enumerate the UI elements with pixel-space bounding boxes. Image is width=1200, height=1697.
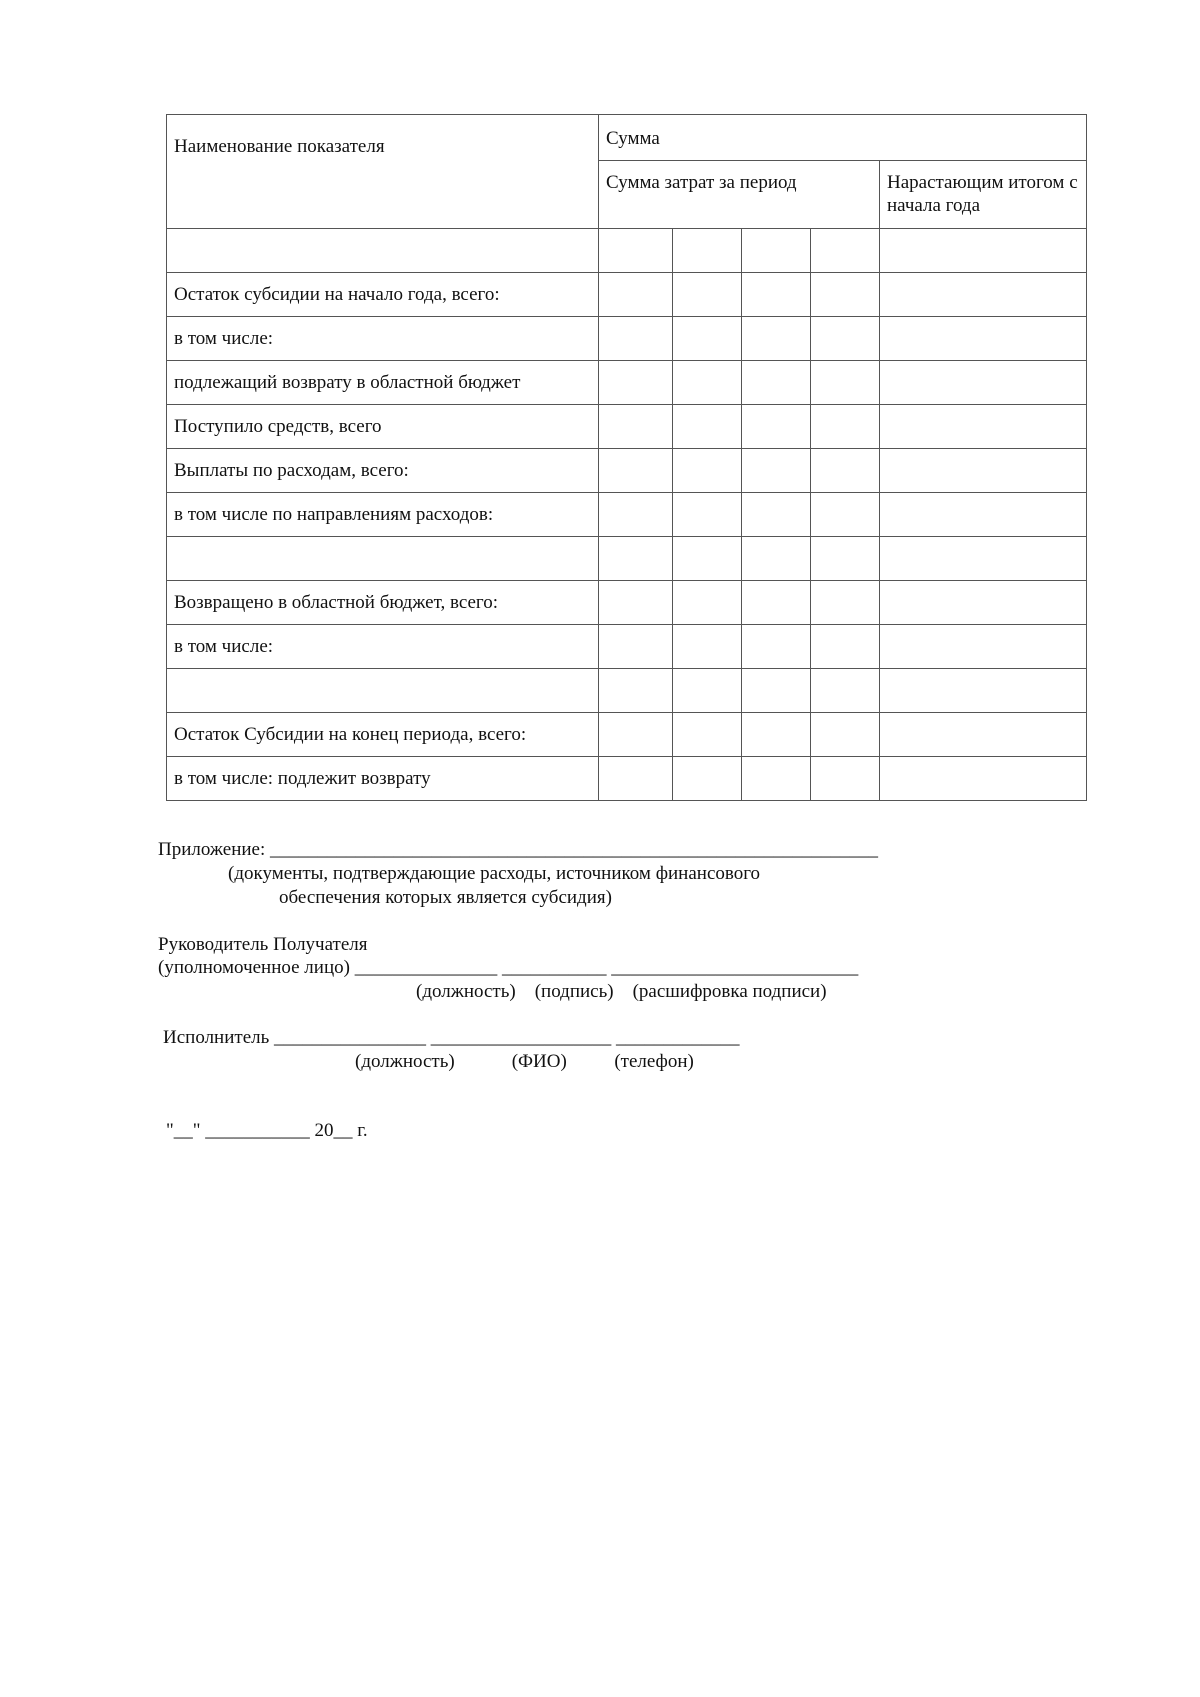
value-cell[interactable] <box>742 757 811 801</box>
value-cell[interactable] <box>673 361 742 405</box>
executor-line: Исполнитель ________________ ___________________ _____________ <box>163 1027 740 1048</box>
value-cell[interactable] <box>599 449 673 493</box>
table-row <box>167 669 1087 713</box>
value-cell[interactable] <box>811 537 880 581</box>
value-cell[interactable] <box>599 625 673 669</box>
cumulative-cell[interactable] <box>880 757 1087 801</box>
table-row <box>167 713 1087 757</box>
value-cell[interactable] <box>673 757 742 801</box>
row-label: в том числе: подлежит возврату <box>167 757 599 801</box>
value-cell[interactable] <box>673 493 742 537</box>
value-cell[interactable] <box>811 273 880 317</box>
row-label: в том числе: <box>167 625 599 669</box>
table-row <box>167 229 1087 273</box>
value-cell[interactable] <box>599 317 673 361</box>
head-signature-line: (уполномоченное лицо) _______________ ___________ __________________________ <box>158 957 859 978</box>
cumulative-cell[interactable] <box>880 405 1087 449</box>
value-cell[interactable] <box>742 713 811 757</box>
value-cell[interactable] <box>673 273 742 317</box>
header-indicator-name: Наименование показателя <box>167 115 599 229</box>
value-cell[interactable] <box>742 317 811 361</box>
value-cell[interactable] <box>673 669 742 713</box>
value-cell[interactable] <box>811 405 880 449</box>
row-label: Возвращено в областной бюджет, всего: <box>167 581 599 625</box>
table-row <box>167 449 1087 493</box>
value-cell[interactable] <box>673 581 742 625</box>
cumulative-cell[interactable] <box>880 273 1087 317</box>
value-cell[interactable] <box>811 625 880 669</box>
value-cell[interactable] <box>599 493 673 537</box>
cumulative-cell[interactable] <box>880 713 1087 757</box>
cumulative-cell[interactable] <box>880 493 1087 537</box>
value-cell[interactable] <box>811 757 880 801</box>
executor-captions: (должность) (ФИО) (телефон) <box>355 1051 694 1072</box>
cumulative-cell[interactable] <box>880 229 1087 273</box>
table-row <box>167 625 1087 669</box>
value-cell[interactable] <box>811 493 880 537</box>
table-row <box>167 405 1087 449</box>
value-cell[interactable] <box>742 449 811 493</box>
value-cell[interactable] <box>811 581 880 625</box>
value-cell[interactable] <box>742 625 811 669</box>
table-row <box>167 273 1087 317</box>
row-label: подлежащий возврату в областной бюджет <box>167 361 599 405</box>
appendix-note-line1: (документы, подтверждающие расходы, источником финансового <box>228 863 761 884</box>
row-label <box>167 537 599 581</box>
value-cell[interactable] <box>742 229 811 273</box>
header-cumulative: Нарастающим итогом с начала года <box>880 161 1087 229</box>
cumulative-cell[interactable] <box>880 581 1087 625</box>
value-cell[interactable] <box>599 229 673 273</box>
value-cell[interactable] <box>742 405 811 449</box>
cumulative-cell[interactable] <box>880 669 1087 713</box>
value-cell[interactable] <box>599 713 673 757</box>
value-cell[interactable] <box>742 273 811 317</box>
table-row <box>167 581 1087 625</box>
table-row <box>167 757 1087 801</box>
value-cell[interactable] <box>599 537 673 581</box>
header-sum: Сумма <box>599 115 1087 161</box>
value-cell[interactable] <box>673 229 742 273</box>
cumulative-cell[interactable] <box>880 537 1087 581</box>
value-cell[interactable] <box>599 581 673 625</box>
head-title: Руководитель Получателя <box>158 934 368 955</box>
value-cell[interactable] <box>742 537 811 581</box>
value-cell[interactable] <box>811 317 880 361</box>
value-cell[interactable] <box>599 757 673 801</box>
value-cell[interactable] <box>673 317 742 361</box>
value-cell[interactable] <box>811 229 880 273</box>
row-label: в том числе: <box>167 317 599 361</box>
cumulative-cell[interactable] <box>880 449 1087 493</box>
table-row <box>167 317 1087 361</box>
value-cell[interactable] <box>673 625 742 669</box>
row-label: в том числе по направлениям расходов: <box>167 493 599 537</box>
value-cell[interactable] <box>742 493 811 537</box>
value-cell[interactable] <box>599 405 673 449</box>
cumulative-cell[interactable] <box>880 625 1087 669</box>
value-cell[interactable] <box>742 581 811 625</box>
value-cell[interactable] <box>599 669 673 713</box>
value-cell[interactable] <box>811 669 880 713</box>
value-cell[interactable] <box>811 361 880 405</box>
value-cell[interactable] <box>673 405 742 449</box>
table-row <box>167 537 1087 581</box>
row-label: Остаток Субсидии на конец периода, всего: <box>167 713 599 757</box>
cumulative-cell[interactable] <box>880 361 1087 405</box>
table-row <box>167 361 1087 405</box>
header-period-costs: Сумма затрат за период <box>599 161 880 229</box>
date-line: "__" ___________ 20__ г. <box>166 1120 368 1141</box>
value-cell[interactable] <box>673 537 742 581</box>
appendix-note-line2: обеспечения которых является субсидия) <box>279 887 612 908</box>
row-label: Остаток субсидии на начало года, всего: <box>167 273 599 317</box>
cumulative-cell[interactable] <box>880 317 1087 361</box>
row-label: Поступило средств, всего <box>167 405 599 449</box>
value-cell[interactable] <box>673 449 742 493</box>
report-table <box>166 114 1087 801</box>
table-row <box>167 493 1087 537</box>
row-label: Выплаты по расходам, всего: <box>167 449 599 493</box>
value-cell[interactable] <box>742 361 811 405</box>
value-cell[interactable] <box>673 713 742 757</box>
value-cell[interactable] <box>599 361 673 405</box>
head-signature-captions: (должность) (подпись) (расшифровка подписи) <box>416 981 827 1002</box>
row-label <box>167 229 599 273</box>
appendix-line: Приложение: ________________________________________________________________ <box>158 839 879 860</box>
value-cell[interactable] <box>811 713 880 757</box>
value-cell[interactable] <box>811 449 880 493</box>
row-label <box>167 669 599 713</box>
value-cell[interactable] <box>742 669 811 713</box>
value-cell[interactable] <box>599 273 673 317</box>
